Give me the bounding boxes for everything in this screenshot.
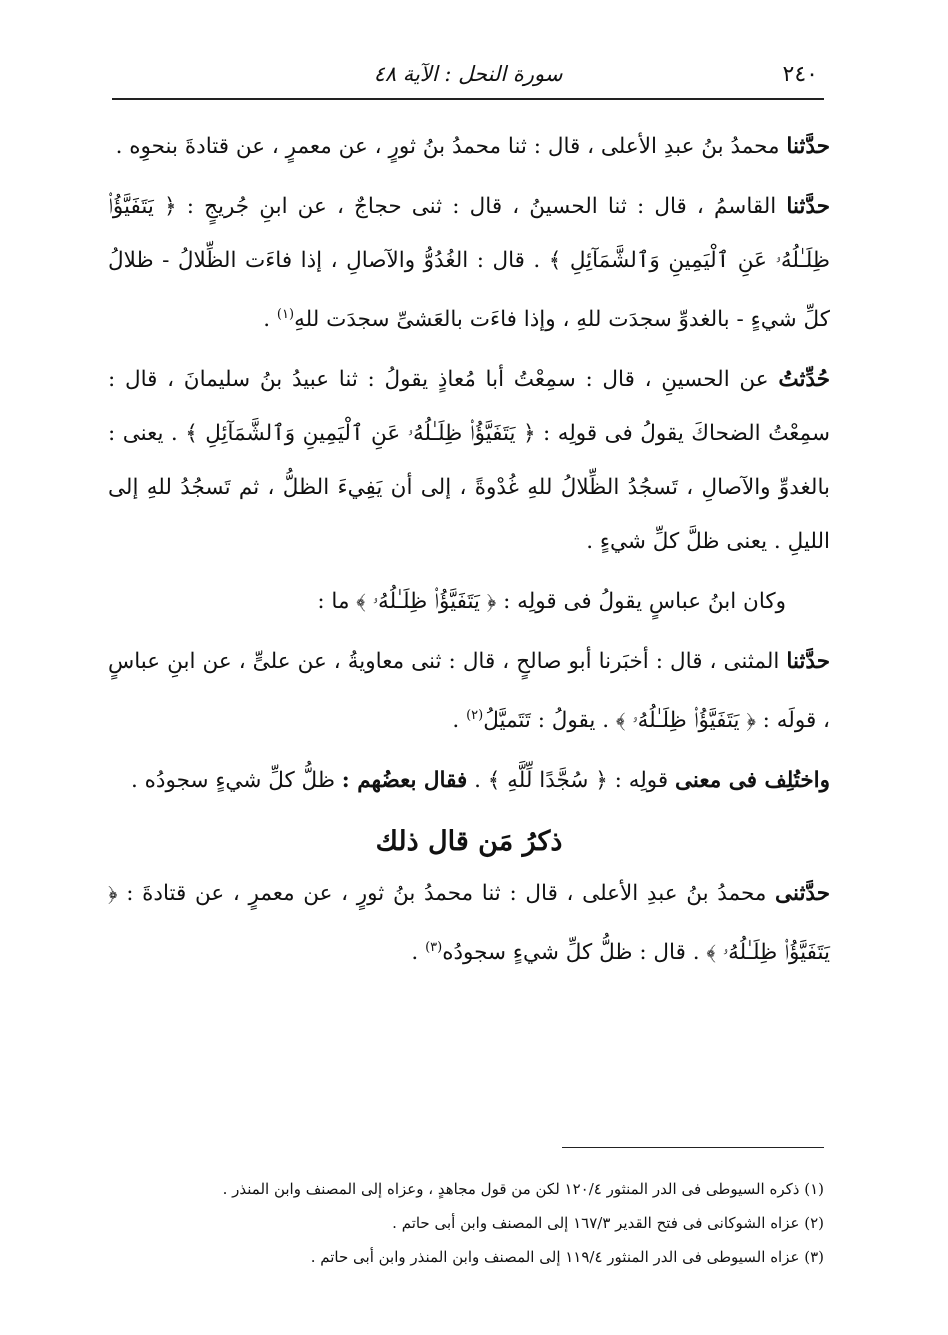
footnote-1: (١) ذكره السيوطى فى الدر المنثور ١٢٠/٤ لكن من قول مجاهدٍ ، وعزاه إلى المصنف وابن المنذر . xyxy=(222,1180,824,1198)
paragraph-2 xyxy=(108,180,830,347)
page-header xyxy=(112,52,824,100)
paragraph-end: . xyxy=(263,307,277,333)
paragraph-final xyxy=(108,867,830,980)
footnote-ref: (١) xyxy=(276,307,295,322)
paragraph-end: . xyxy=(411,940,426,966)
paragraph-lead: واختُلِف فى معنى xyxy=(675,768,830,794)
section-heading: ذكرُ مَن قال ذلك xyxy=(375,826,563,858)
paragraph-text-2: ظلُّ كلِّ شيءٍ سجودُه . xyxy=(130,768,342,794)
paragraph-lead: حدَّثنا xyxy=(786,194,830,219)
paragraph-3 xyxy=(108,353,830,569)
paragraph-text: عن الحسينِ ، قال : سمِعْتُ أبا مُعاذٍ يقولُ : ثنا عبيدُ بنُ سليمانَ ، قال : سمِعْتُ الضحاكَ يقولُ فى قولِه : ﴿ يَتَفَيَّؤُا۟ ظِلَـٰلُهُۥ عَنِ ٱلْيَمِينِ وَٱلشَّمَآئِلِ ﴾ . يعنى : بالغدوِّ والآصالِ ، تَسجُدُ الظِّلالُ للهِ غُدْوةً ، إلى أن يَفِيءَ الظلُّ ، ثم تَسجُدُ للهِ إلى الليلِ . يعنى ظلَّ كلِّ شيءٍ . xyxy=(108,367,830,555)
footnote-3: (٣) عزاه السيوطى فى الدر المنثور ١١٩/٤ إلى المصنف وابن المنذر وابن أبى حاتم . xyxy=(310,1248,824,1266)
paragraph-text: محمدُ بنُ عبدِ الأعلى ، قال : ثنا محمدُ بنُ ثورٍ ، عن معمرٍ ، عن قتادةَ : ﴿ يَتَفَيَّؤُا۟ ظِلَـٰلُهُۥ ﴾ . قال : ظلُّ كلِّ شيءٍ سجودُه xyxy=(108,881,830,966)
page-number: ٢٤٠ xyxy=(782,62,818,87)
paragraph-end: . xyxy=(452,708,467,734)
footnote-divider xyxy=(562,1147,824,1148)
main-text xyxy=(108,120,830,986)
paragraph-lead: حدَّثنا xyxy=(786,649,830,675)
paragraph-4 xyxy=(108,575,830,629)
paragraph-text: وكان ابنُ عباسٍ يقولُ فى قولِه : ﴿ يَتَفَيَّؤُا۟ ظِلَـٰلُهُۥ ﴾ ما : xyxy=(317,589,786,615)
footnote-2: (٢) عزاه الشوكانى فى فتح القدير ١٦٧/٣ إلى المصنف وابن أبى حاتم . xyxy=(392,1214,824,1232)
footnote-ref: (٣) xyxy=(425,940,443,956)
paragraph-5 xyxy=(108,635,830,748)
paragraph-text: المثنى ، قال : أخبَرنا أبو صالحٍ ، قال : ثنى معاويةُ ، عن علىٍّ ، عن ابنِ عباسٍ ، قولَه : ﴿ يَتَفَيَّؤُا۟ ظِلَـٰلُهُۥ ﴾ . يقولُ : تَتَميَّلُ xyxy=(108,649,830,734)
running-title: سورة النحل : الآية ٤٨ xyxy=(373,62,563,86)
paragraph-text: القاسمُ ، قال : ثنا الحسينُ ، قال : ثنى حجاجٌ ، عن ابنِ جُريجٍ : ﴿ يَتَفَيَّؤُا۟ ظِلَـٰلُهُۥ عَنِ ٱلْيَمِينِ وَٱلشَّمَآئِلِ ﴾ . قال : الغُدُوُّ والآصالِ ، إذا فاءَت الظِّلالُ - ظلالُ كلِّ شيءٍ - بالغدوِّ سجدَت للهِ ، وإذا فاءَت بالعَشىِّ سجدَت للهِ xyxy=(108,194,830,333)
paragraph-bold: فقال بعضُهم : xyxy=(341,768,468,794)
paragraph-lead: حُدِّثتُ xyxy=(778,367,830,393)
footnote-ref: (٢) xyxy=(466,708,484,724)
paragraph-6 xyxy=(108,754,830,808)
paragraph-1 xyxy=(108,120,830,174)
paragraph-lead: حدَّثنا xyxy=(786,134,830,159)
footnotes xyxy=(112,1172,824,1274)
paragraph-text: محمدُ بنُ عبدِ الأعلى ، قال : ثنا محمدُ بنُ ثورٍ ، عن معمرٍ ، عن قتادةَ بنحوِه . xyxy=(115,134,787,159)
paragraph-lead: حدَّثنى xyxy=(775,881,830,907)
paragraph-text: قولِه : ﴿ سُجَّدًا لِّلَّهِ ﴾ . xyxy=(467,768,676,794)
